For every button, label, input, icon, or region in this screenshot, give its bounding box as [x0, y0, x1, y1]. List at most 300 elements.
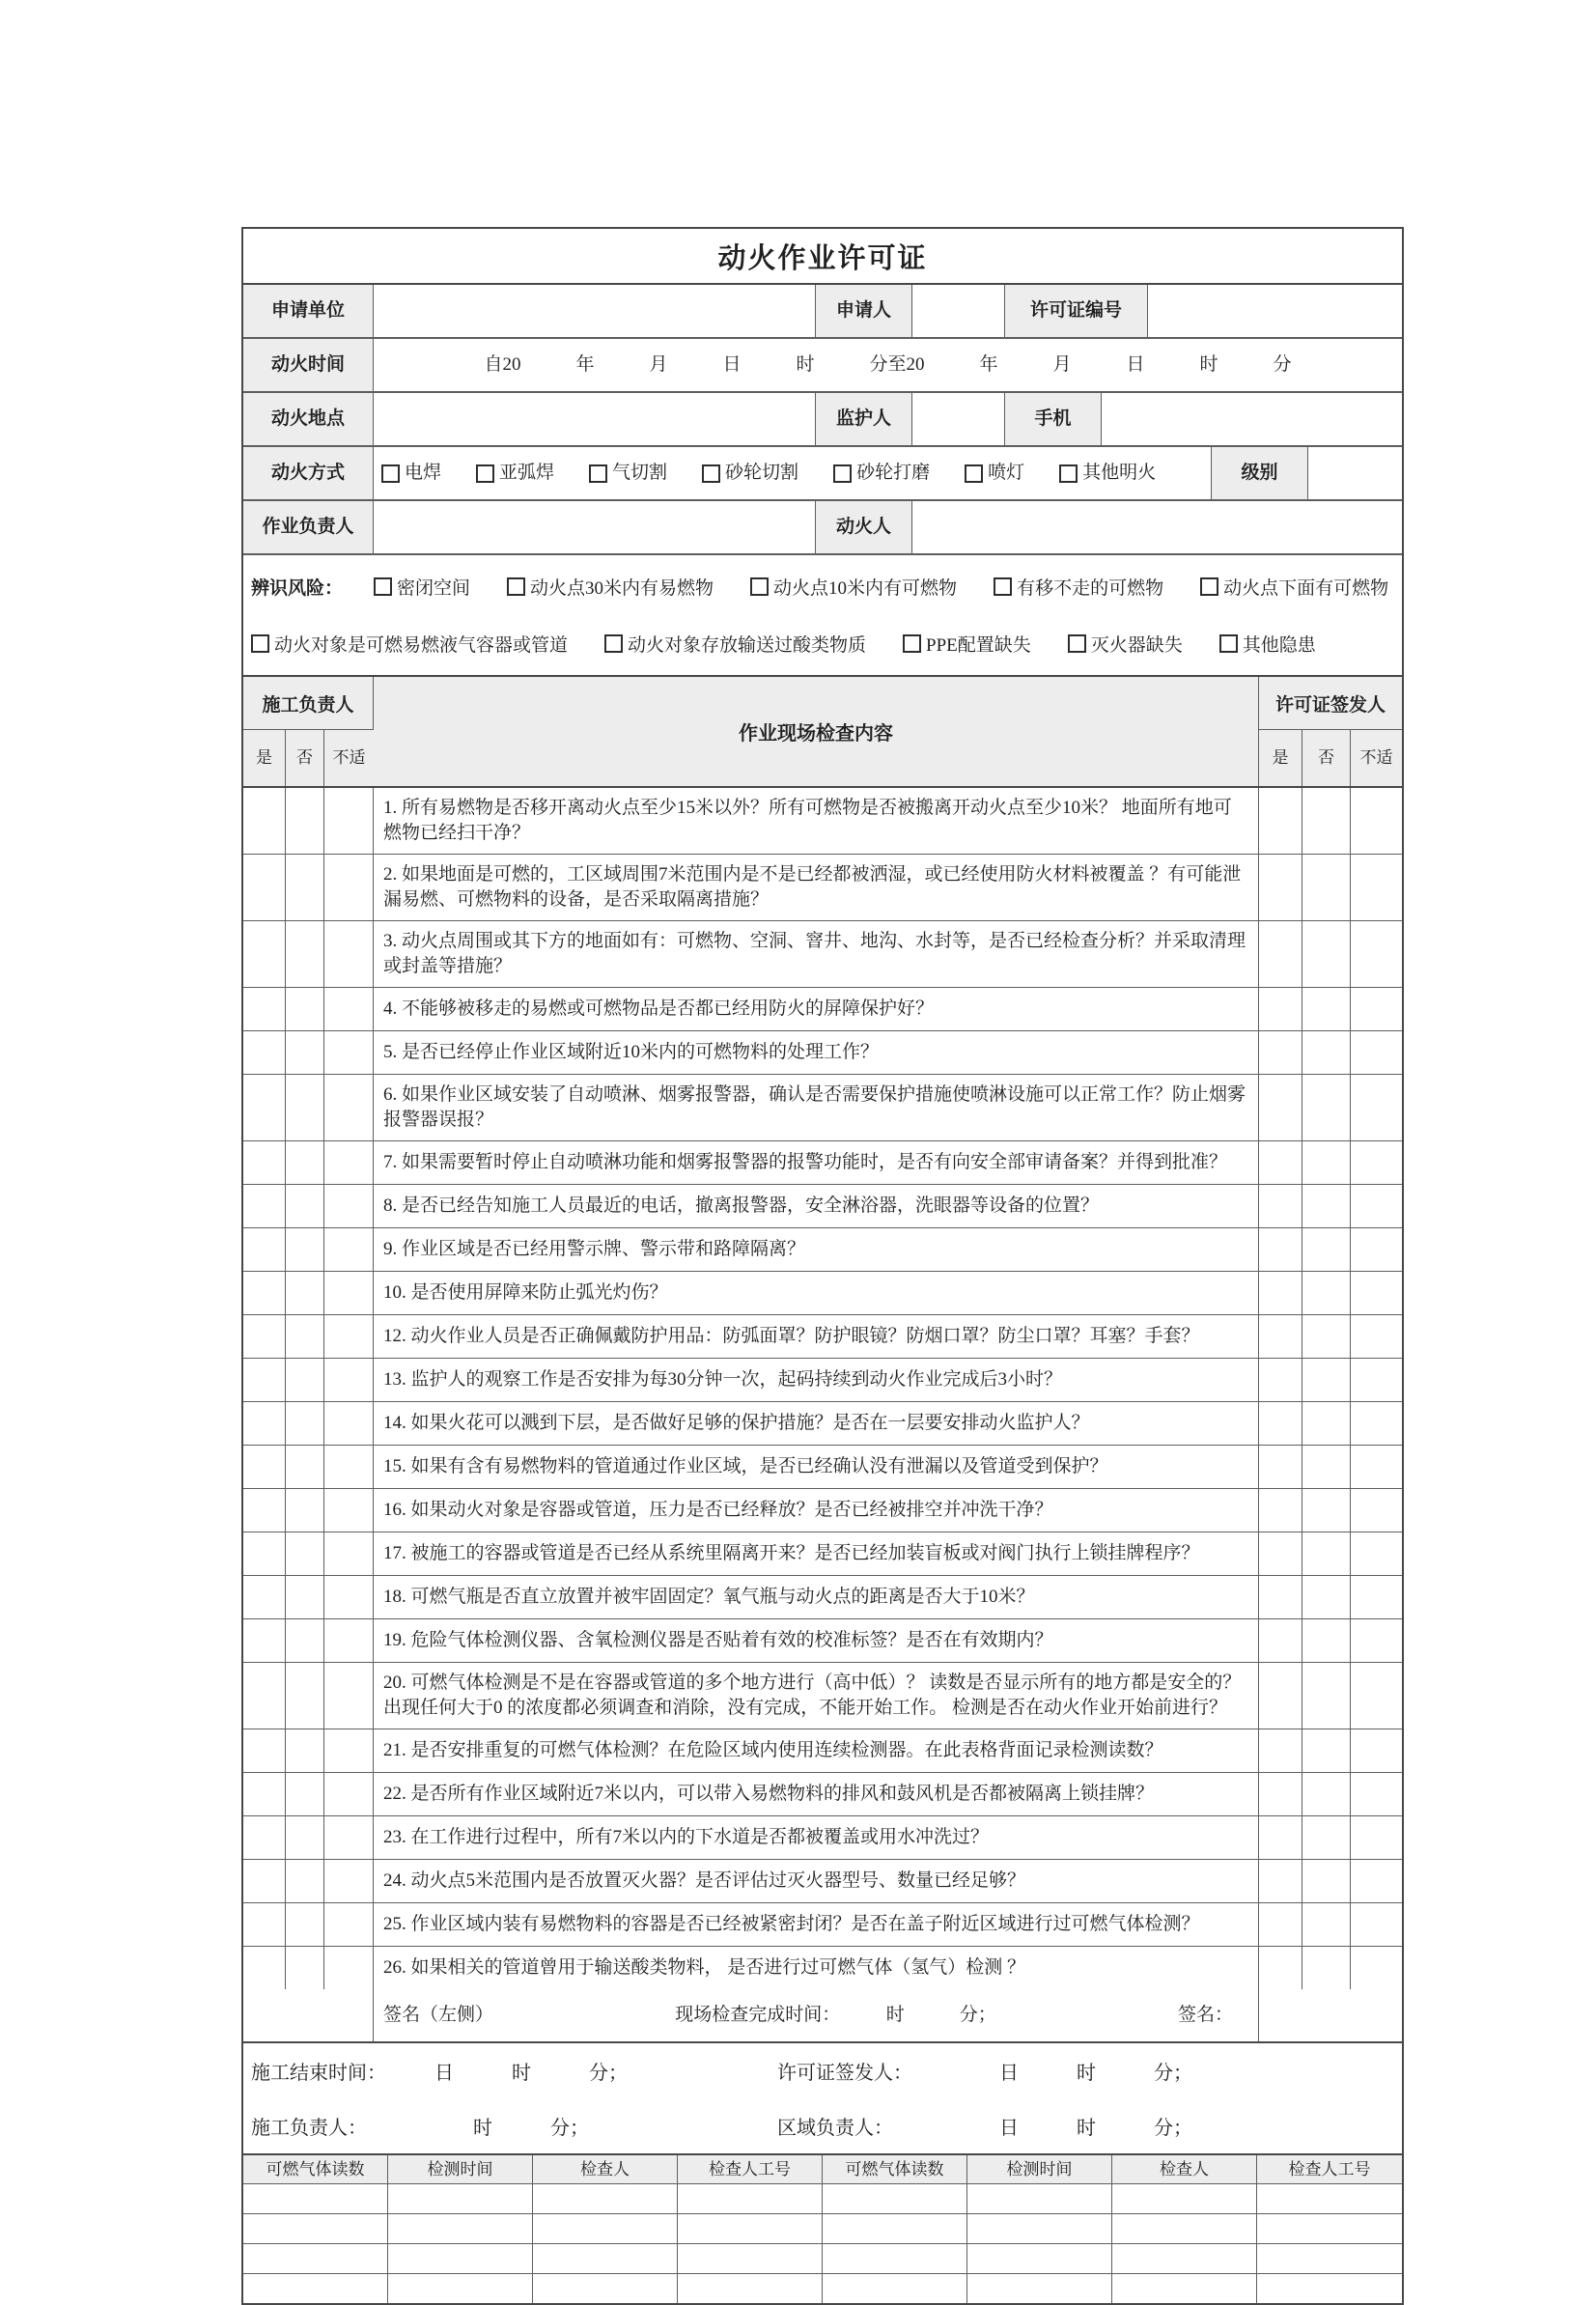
issuer-no-cell[interactable] — [1302, 1075, 1351, 1140]
contractor-yes-cell[interactable] — [243, 1947, 286, 1989]
issuer-no-cell[interactable] — [1302, 1315, 1351, 1358]
fire-place-label: 动火地点 — [243, 393, 374, 445]
signature-row — [243, 1989, 1402, 2043]
issuer-yes-cell[interactable] — [1259, 1402, 1302, 1445]
issuer-yes-cell[interactable] — [1259, 1532, 1302, 1575]
issuer-no-cell[interactable] — [1302, 1947, 1351, 1989]
checkbox-icon[interactable] — [833, 464, 852, 483]
contractor-yes-cell[interactable] — [243, 1773, 286, 1815]
contractor-na-cell[interactable] — [324, 1947, 374, 1989]
risk-option — [251, 631, 568, 657]
contractor-yes-cell[interactable] — [243, 1619, 286, 1662]
checklist-item-text: 8. 是否已经告知施工人员最近的电话，撤离报警器，安全淋浴器，洗眼器等设备的位置？ — [374, 1185, 1259, 1227]
contractor-yes-cell[interactable] — [243, 1446, 286, 1488]
contractor-na-cell[interactable] — [324, 1489, 374, 1532]
issuer-yes-cell[interactable] — [1259, 1663, 1302, 1729]
contractor-no-cell[interactable] — [286, 921, 324, 987]
contractor-na-cell[interactable] — [324, 1729, 374, 1772]
contractor-yes-cell[interactable] — [243, 1532, 286, 1575]
checklist-item-text: 1. 所有易燃物是否移开离动火点至少15米以外？所有可燃物是否被搬离开动火点至少10米？ 地面所有地可燃物已经扫干净？ — [374, 788, 1259, 854]
issuer-no-cell[interactable] — [1302, 1446, 1351, 1488]
footer-row — [243, 2043, 1402, 2098]
checklist-item-text: 6. 如果作业区域安装了自动喷淋、烟雾报警器，确认是否需要保护措施使喷淋设施可以正常工作？防止烟雾报警器误报？ — [374, 1075, 1259, 1140]
contractor-no-cell[interactable] — [286, 1446, 324, 1488]
fire-method-row — [243, 447, 1402, 501]
issuer-no-cell[interactable] — [1302, 1663, 1351, 1729]
issuer-yes-cell[interactable] — [1259, 1773, 1302, 1815]
fire-method-option-label: 电焊 — [405, 463, 442, 483]
issuer-na-cell[interactable] — [1351, 1315, 1402, 1358]
gas-table-row — [243, 2244, 1402, 2274]
contractor-yes-cell[interactable] — [243, 1141, 286, 1184]
contractor-no-cell[interactable] — [286, 1663, 324, 1729]
issuer-yes-cell[interactable] — [1259, 1272, 1302, 1314]
issuer-na-cell[interactable] — [1351, 788, 1402, 854]
issuer-yes-cell[interactable] — [1259, 1576, 1302, 1618]
issuer-no-cell[interactable] — [1302, 1576, 1351, 1618]
level-value[interactable] — [1308, 447, 1402, 499]
issuer-na-cell[interactable] — [1351, 1947, 1402, 1989]
issuer-na-cell[interactable] — [1351, 1532, 1402, 1575]
checklist-header-left — [243, 677, 374, 786]
issuer-na-cell[interactable] — [1351, 988, 1402, 1030]
checklist-item-text: 3. 动火点周围或其下方的地面如有：可燃物、空洞、窨井、地沟、水封等，是否已经检查分析？并采取清理或封盖等措施？ — [374, 921, 1259, 987]
apply-unit-label: 申请单位 — [243, 285, 374, 337]
contractor-no-cell[interactable] — [286, 1729, 324, 1772]
gas-header-cell: 检查人 — [1112, 2155, 1257, 2183]
issuer-no-cell[interactable] — [1302, 1729, 1351, 1772]
contractor-yes-cell[interactable] — [243, 1576, 286, 1618]
contractor-na-cell[interactable] — [324, 1816, 374, 1859]
issuer-no-cell[interactable] — [1302, 1359, 1351, 1401]
issuer-na-cell[interactable] — [1351, 1729, 1402, 1772]
contractor-yes-cell[interactable] — [243, 1663, 286, 1729]
contractor-na-cell[interactable] — [324, 1446, 374, 1488]
issuer-no-cell[interactable] — [1302, 855, 1351, 920]
detect-time-cell[interactable] — [967, 2244, 1112, 2273]
issuer-yes-cell[interactable] — [1259, 1359, 1302, 1401]
contractor-na-cell[interactable] — [324, 1903, 374, 1946]
contractor-na-cell[interactable] — [324, 1532, 374, 1575]
contractor-yes-cell[interactable] — [243, 1903, 286, 1946]
contractor-no-cell[interactable] — [286, 1031, 324, 1074]
issuer-no-cell[interactable] — [1302, 1031, 1351, 1074]
issuer-yes-cell[interactable] — [1259, 1446, 1302, 1488]
risk-option-label: 动火点下面有可燃物 — [1223, 578, 1389, 599]
detect-time-cell[interactable] — [388, 2244, 533, 2273]
risk-option-label: 灭火器缺失 — [1090, 635, 1183, 656]
contractor-yes-cell[interactable] — [243, 1359, 286, 1401]
na-label: 不适 — [1351, 730, 1402, 786]
issuer-na-cell[interactable] — [1351, 1773, 1402, 1815]
fire-method-option-label: 其他明火 — [1082, 463, 1157, 483]
inspector-id-cell[interactable] — [678, 2274, 823, 2303]
checklist-header — [243, 677, 1402, 788]
checklist-item-text: 22. 是否所有作业区域附近7米以内，可以带入易燃物料的排风和鼓风机是否都被隔离上锁挂牌？ — [374, 1773, 1259, 1815]
issuer-yes-cell[interactable] — [1259, 921, 1302, 987]
risk-option-label: 动火对象存放输送过酸类物质 — [628, 635, 867, 656]
issuer-na-cell[interactable] — [1351, 1402, 1402, 1445]
contractor-yes-cell[interactable] — [243, 1075, 286, 1140]
contractor-yes-cell[interactable] — [243, 1860, 286, 1902]
gas-reading-cell[interactable] — [823, 2184, 967, 2213]
issuer-yes-cell[interactable] — [1259, 1315, 1302, 1358]
gas-header-cell: 可燃气体读数 — [823, 2155, 967, 2183]
contractor-no-cell[interactable] — [286, 1947, 324, 1989]
issuer-na-cell[interactable] — [1351, 1031, 1402, 1074]
footer-right-text: 区域负责人： 日 时 分； — [777, 2118, 1192, 2139]
form-title: 动火作业许可证 — [243, 229, 1402, 285]
gas-reading-cell[interactable] — [243, 2274, 388, 2303]
fire-place-row — [243, 393, 1402, 447]
issuer-yes-cell[interactable] — [1259, 788, 1302, 854]
checklist-row — [243, 1446, 1402, 1489]
gas-reading-cell[interactable] — [823, 2274, 967, 2303]
issuer-na-cell[interactable] — [1351, 1663, 1402, 1729]
contractor-yes-cell[interactable] — [243, 1489, 286, 1532]
issuer-na-cell[interactable] — [1351, 1272, 1402, 1314]
contractor-yes-cell[interactable] — [243, 1228, 286, 1271]
issuer-na-cell[interactable] — [1351, 1576, 1402, 1618]
checklist-row — [243, 1359, 1402, 1402]
issuer-no-cell[interactable] — [1302, 1272, 1351, 1314]
detect-time-cell[interactable] — [388, 2274, 533, 2303]
checkbox-icon[interactable] — [374, 577, 392, 596]
issuer-yes-cell[interactable] — [1259, 1141, 1302, 1184]
checklist-item-text: 4. 不能够被移走的易燃或可燃物品是否都已经用防火的屏障保护好？ — [374, 988, 1259, 1030]
checklist-row — [243, 1947, 1402, 1989]
contractor-yes-cell[interactable] — [243, 1816, 286, 1859]
gas-reading-cell[interactable] — [243, 2214, 388, 2243]
issuer-yes-cell[interactable] — [1259, 1816, 1302, 1859]
checklist-row — [243, 855, 1402, 921]
contractor-na-cell[interactable] — [324, 1619, 374, 1662]
contractor-yes-cell[interactable] — [243, 855, 286, 920]
issuer-no-cell[interactable] — [1302, 1402, 1351, 1445]
checklist-row — [243, 1729, 1402, 1773]
checkbox-icon[interactable] — [1059, 464, 1078, 483]
risk-option-label: 动火点10米内有可燃物 — [773, 578, 958, 599]
checklist-row — [243, 1576, 1402, 1619]
signature-left-blank[interactable] — [243, 1989, 374, 2041]
gas-header-cell: 检查人 — [533, 2155, 678, 2183]
issuer-na-cell[interactable] — [1351, 1446, 1402, 1488]
checkbox-icon[interactable] — [1068, 634, 1086, 653]
issuer-yes-cell[interactable] — [1259, 1031, 1302, 1074]
contractor-na-cell[interactable] — [324, 1141, 374, 1184]
inspector-cell[interactable] — [1112, 2184, 1257, 2213]
contractor-yes-cell[interactable] — [243, 1272, 286, 1314]
issuer-yes-cell[interactable] — [1259, 1185, 1302, 1227]
checklist-row — [243, 1773, 1402, 1816]
issuer-na-cell[interactable] — [1351, 1075, 1402, 1140]
issuer-no-cell[interactable] — [1302, 1619, 1351, 1662]
contractor-na-cell[interactable] — [324, 921, 374, 987]
issuer-no-cell[interactable] — [1302, 1903, 1351, 1946]
apply-unit-value[interactable] — [374, 285, 816, 337]
fire-method-option-label: 喷灯 — [988, 463, 1025, 483]
checklist-item-text: 26. 如果相关的管道曾用于输送酸类物料， 是否进行过可燃气体（氢气）检测 ？ — [374, 1947, 1259, 1989]
checklist-row — [243, 1185, 1402, 1228]
signature-right-blank[interactable] — [1259, 1989, 1402, 2041]
contractor-yes-cell[interactable] — [243, 1729, 286, 1772]
yes-label: 是 — [1259, 730, 1302, 786]
fire-person-value[interactable] — [912, 501, 1402, 553]
contractor-no-cell[interactable] — [286, 788, 324, 854]
detect-time-cell[interactable] — [967, 2274, 1112, 2303]
inspector-cell[interactable] — [1112, 2244, 1257, 2273]
checklist-row — [243, 1031, 1402, 1075]
checklist-item-text: 24. 动火点5米范围内是否放置灭火器？是否评估过灭火器型号、数量已经足够？ — [374, 1860, 1259, 1902]
contractor-no-cell[interactable] — [286, 1816, 324, 1859]
checkbox-icon[interactable] — [965, 464, 983, 483]
issuer-no-cell[interactable] — [1302, 1228, 1351, 1271]
issuer-no-cell[interactable] — [1302, 1141, 1351, 1184]
inspector-cell[interactable] — [533, 2214, 678, 2243]
contractor-no-cell[interactable] — [286, 1141, 324, 1184]
contractor-yes-cell[interactable] — [243, 1031, 286, 1074]
contractor-no-cell[interactable] — [286, 1532, 324, 1575]
contractor-yes-cell[interactable] — [243, 1315, 286, 1358]
inspector-cell[interactable] — [533, 2274, 678, 2303]
contractor-yes-cell[interactable] — [243, 1185, 286, 1227]
issuer-yes-cell[interactable] — [1259, 1228, 1302, 1271]
issuer-yes-cell[interactable] — [1259, 1860, 1302, 1902]
issuer-no-cell[interactable] — [1302, 1860, 1351, 1902]
na-label: 不适 — [324, 730, 374, 786]
fire-method-option-label: 砂轮切割 — [725, 463, 799, 483]
guardian-value[interactable] — [912, 393, 1005, 445]
contractor-no-cell[interactable] — [286, 1773, 324, 1815]
inspector-id-cell[interactable] — [1257, 2184, 1402, 2213]
checklist-row — [243, 1816, 1402, 1860]
contractor-no-cell[interactable] — [286, 1228, 324, 1271]
fire-method-option — [589, 462, 667, 485]
fire-method-options — [374, 447, 1212, 499]
issuer-na-cell[interactable] — [1351, 1816, 1402, 1859]
work-leader-row — [243, 501, 1402, 555]
inspector-cell[interactable] — [533, 2184, 678, 2213]
checkbox-icon[interactable] — [507, 577, 525, 596]
gas-reading-cell[interactable] — [243, 2184, 388, 2213]
issuer-na-cell[interactable] — [1351, 1489, 1402, 1532]
inspector-cell[interactable] — [533, 2244, 678, 2273]
risk-option — [750, 574, 957, 600]
footer-left-text: 施工结束时间： 日 时 分； — [251, 2063, 628, 2084]
checkbox-icon[interactable] — [251, 634, 269, 653]
issuer-no-cell[interactable] — [1302, 1532, 1351, 1575]
issuer-no-cell[interactable] — [1302, 921, 1351, 987]
issuer-na-cell[interactable] — [1351, 1141, 1402, 1184]
signature-content — [374, 1989, 1259, 2041]
contractor-no-cell[interactable] — [286, 1315, 324, 1358]
contractor-no-cell[interactable] — [286, 988, 324, 1030]
work-leader-value[interactable] — [374, 501, 816, 553]
issuer-yes-cell[interactable] — [1259, 855, 1302, 920]
contractor-na-cell[interactable] — [324, 1402, 374, 1445]
risk-option — [1219, 631, 1316, 657]
inspector-id-cell[interactable] — [1257, 2274, 1402, 2303]
fire-method-checkbox-group — [381, 462, 1156, 485]
contractor-yes-cell[interactable] — [243, 988, 286, 1030]
gas-header-cell: 检查人工号 — [1257, 2155, 1402, 2183]
inspection-content-header: 作业现场检查内容 — [374, 677, 1259, 786]
checkbox-icon[interactable] — [589, 464, 607, 483]
risk-option — [604, 631, 866, 657]
gas-table-row — [243, 2274, 1402, 2303]
issuer-na-cell[interactable] — [1351, 921, 1402, 987]
issuer-yes-cell[interactable] — [1259, 1489, 1302, 1532]
fire-method-option — [381, 462, 441, 485]
issuer-yes-cell[interactable] — [1259, 1075, 1302, 1140]
checklist-item-text: 19. 危险气体检测仪器、含氧检测仪器是否贴着有效的校准标签？是否在有效期内？ — [374, 1619, 1259, 1662]
checkbox-icon[interactable] — [903, 634, 921, 653]
fire-method-option — [833, 462, 930, 485]
contractor-na-cell[interactable] — [324, 1576, 374, 1618]
permit-no-value[interactable] — [1148, 285, 1402, 337]
issuer-no-cell[interactable] — [1302, 788, 1351, 854]
contractor-no-cell[interactable] — [286, 1903, 324, 1946]
checklist-row — [243, 921, 1402, 988]
contractor-na-cell[interactable] — [324, 1773, 374, 1815]
gas-reading-cell[interactable] — [243, 2244, 388, 2273]
permit-no-label: 许可证编号 — [1005, 285, 1148, 337]
gas-table-row — [243, 2214, 1402, 2244]
applicant-label: 申请人 — [816, 285, 912, 337]
checklist-row — [243, 1489, 1402, 1532]
contractor-no-cell[interactable] — [286, 1359, 324, 1401]
issuer-na-cell[interactable] — [1351, 1228, 1402, 1271]
checklist-header-right — [1259, 677, 1402, 786]
gas-reading-cell[interactable] — [823, 2214, 967, 2243]
risk-option — [1200, 574, 1388, 600]
inspector-id-cell[interactable] — [678, 2214, 823, 2243]
contractor-na-cell[interactable] — [324, 1075, 374, 1140]
inspection-finish-time-label: 现场检查完成时间： 时 分； — [675, 2005, 996, 2025]
issuer-na-cell[interactable] — [1351, 1185, 1402, 1227]
checklist-item-text: 13. 监护人的观察工作是否安排为每30分钟一次，起码持续到动火作业完成后3小时？ — [374, 1359, 1259, 1401]
inspector-id-cell[interactable] — [1257, 2244, 1402, 2273]
detect-time-cell[interactable] — [967, 2184, 1112, 2213]
issuer-yes-cell[interactable] — [1259, 1947, 1302, 1989]
contractor-yes-cell[interactable] — [243, 921, 286, 987]
work-leader-label: 作业负责人 — [243, 501, 374, 553]
issuer-no-cell[interactable] — [1302, 1816, 1351, 1859]
fire-method-option-label: 亚弧焊 — [499, 463, 555, 483]
checkbox-icon[interactable] — [604, 634, 623, 653]
mobile-value[interactable] — [1102, 393, 1402, 445]
issuer-na-cell[interactable] — [1351, 1903, 1402, 1946]
contractor-na-cell[interactable] — [324, 988, 374, 1030]
contractor-header: 施工负责人 — [243, 677, 374, 730]
contractor-na-cell[interactable] — [324, 788, 374, 854]
risk-option-label: 有移不走的可燃物 — [1017, 578, 1164, 599]
contractor-no-cell[interactable] — [286, 1272, 324, 1314]
contractor-no-cell[interactable] — [286, 1402, 324, 1445]
detect-time-cell[interactable] — [388, 2214, 533, 2243]
contractor-na-cell[interactable] — [324, 855, 374, 920]
issuer-na-cell[interactable] — [1351, 1619, 1402, 1662]
checkbox-icon[interactable] — [476, 464, 494, 483]
gas-header-cell: 检查人工号 — [678, 2155, 823, 2183]
checkbox-icon[interactable] — [994, 577, 1012, 596]
fire-place-value[interactable] — [374, 393, 816, 445]
issuer-no-cell[interactable] — [1302, 1773, 1351, 1815]
contractor-na-cell[interactable] — [324, 1272, 374, 1314]
inspector-id-cell[interactable] — [678, 2184, 823, 2213]
detect-time-cell[interactable] — [967, 2214, 1112, 2243]
gas-reading-table — [243, 2153, 1402, 2303]
risk-identification-row — [243, 555, 1402, 677]
contractor-no-cell[interactable] — [286, 1489, 324, 1532]
footer-row — [243, 2098, 1402, 2153]
issuer-yes-cell[interactable] — [1259, 1903, 1302, 1946]
checkbox-icon[interactable] — [381, 464, 400, 483]
checklist-item-text: 21. 是否安排重复的可燃气体检测？在危险区域内使用连续检测器。在此表格背面记录检测读数？ — [374, 1729, 1259, 1772]
applicant-value[interactable] — [912, 285, 1005, 337]
contractor-no-cell[interactable] — [286, 1860, 324, 1902]
issuer-no-cell[interactable] — [1302, 1489, 1351, 1532]
contractor-no-cell[interactable] — [286, 1576, 324, 1618]
contractor-no-cell[interactable] — [286, 1619, 324, 1662]
checkbox-icon[interactable] — [1219, 634, 1238, 653]
checkbox-icon[interactable] — [1200, 577, 1218, 596]
contractor-na-cell[interactable] — [324, 1031, 374, 1074]
guardian-label: 监护人 — [816, 393, 912, 445]
issuer-yes-cell[interactable] — [1259, 1729, 1302, 1772]
inspector-id-cell[interactable] — [678, 2244, 823, 2273]
signature-left-label: 签名（左侧） — [383, 2005, 494, 2025]
issuer-yes-cell[interactable] — [1259, 988, 1302, 1030]
detect-time-cell[interactable] — [388, 2184, 533, 2213]
risk-option — [903, 631, 1031, 657]
contractor-na-cell[interactable] — [324, 1228, 374, 1271]
fire-time-value[interactable]: 自20 年 月 日 时 分至20 年 月 日 时 分 — [374, 339, 1402, 391]
checkbox-icon[interactable] — [702, 464, 720, 483]
issuer-no-cell[interactable] — [1302, 1185, 1351, 1227]
issuer-na-cell[interactable] — [1351, 855, 1402, 920]
gas-reading-cell[interactable] — [823, 2244, 967, 2273]
contractor-na-cell[interactable] — [324, 1185, 374, 1227]
footer-section — [243, 2043, 1402, 2153]
checklist-row — [243, 788, 1402, 855]
contractor-na-cell[interactable] — [324, 1663, 374, 1729]
contractor-na-cell[interactable] — [324, 1359, 374, 1401]
risk-option — [507, 574, 714, 600]
inspector-cell[interactable] — [1112, 2214, 1257, 2243]
permit-page — [241, 227, 1404, 2305]
fire-method-option — [476, 462, 554, 485]
footer-left-text: 施工负责人： 时 分； — [251, 2118, 589, 2139]
contractor-no-cell[interactable] — [286, 855, 324, 920]
issuer-no-cell[interactable] — [1302, 988, 1351, 1030]
issuer-na-cell[interactable] — [1351, 1359, 1402, 1401]
inspector-id-cell[interactable] — [1257, 2214, 1402, 2243]
contractor-na-cell[interactable] — [324, 1860, 374, 1902]
checklist-item-text: 15. 如果有含有易燃物料的管道通过作业区域，是否已经确认没有泄漏以及管道受到保护？ — [374, 1446, 1259, 1488]
issuer-yes-cell[interactable] — [1259, 1619, 1302, 1662]
contractor-na-cell[interactable] — [324, 1315, 374, 1358]
issuer-na-cell[interactable] — [1351, 1860, 1402, 1902]
contractor-yes-cell[interactable] — [243, 788, 286, 854]
checkbox-icon[interactable] — [750, 577, 769, 596]
no-label: 否 — [1302, 730, 1351, 786]
checklist-item-text: 14. 如果火花可以溅到下层，是否做好足够的保护措施？是否在一层要安排动火监护人？ — [374, 1402, 1259, 1445]
inspector-cell[interactable] — [1112, 2274, 1257, 2303]
contractor-no-cell[interactable] — [286, 1075, 324, 1140]
contractor-no-cell[interactable] — [286, 1185, 324, 1227]
contractor-yes-cell[interactable] — [243, 1402, 286, 1445]
